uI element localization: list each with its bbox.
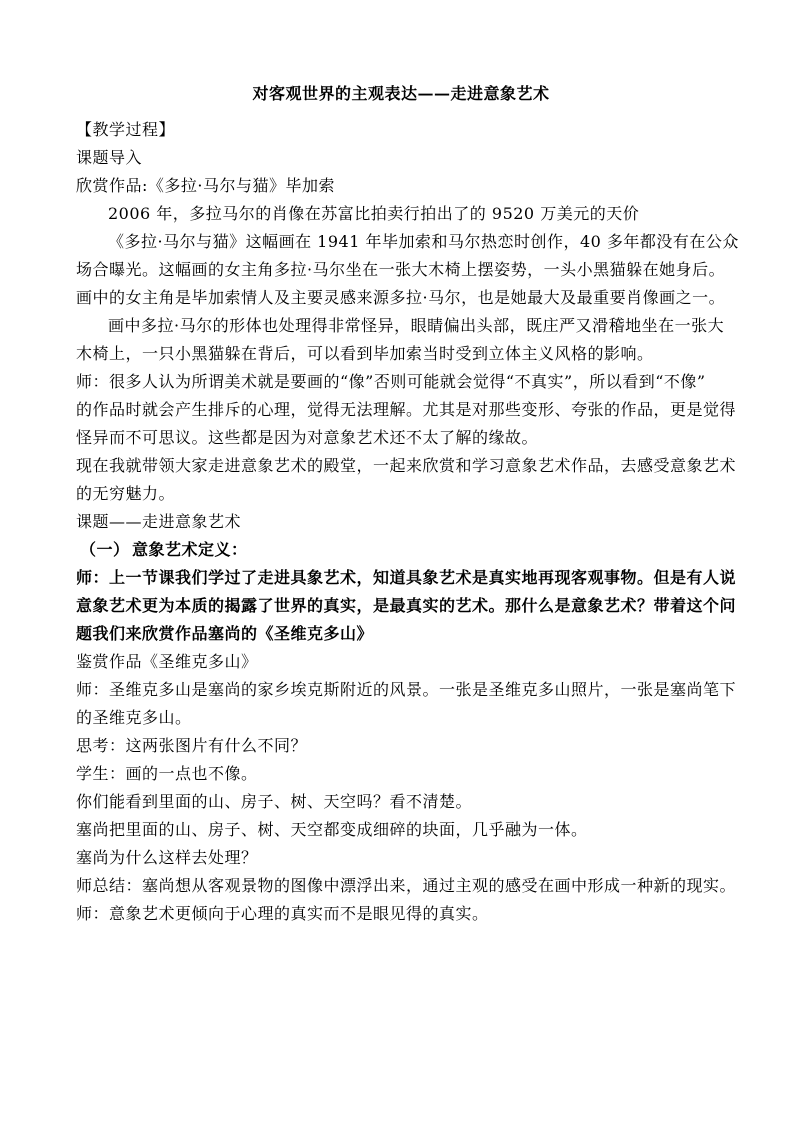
paragraph-line: 塞尚为什么这样去处理？ (76, 848, 258, 867)
paragraph-line: 木椅上，一只小黑猫躲在背后，可以看到毕加索当时受到立体主义风格的影响。 (76, 344, 654, 363)
document-page (76, 82, 739, 928)
paragraph-line: 意象艺术更为本质的揭露了世界的真实，是最真实的艺术。那什么是意象艺术？带着这个问 (76, 596, 737, 615)
paragraph-line: 师：很多人认为所谓美术就是要画的“像”否则可能就会觉得“不真实”，所以看到“不像” (76, 372, 706, 391)
paragraph-line: 2006 年，多拉马尔的肖像在苏富比拍卖行拍出了的 9520 万美元的天价 (108, 204, 640, 223)
paragraph-line: 的作品时就会产生排斥的心理，觉得无法理解。尤其是对那些变形、夸张的作品，更是觉得 (76, 400, 737, 419)
paragraph-line: 画中的女主角是毕加索情人及主要灵感来源多拉·马尔，也是她最大及最重要肖像画之一。 (76, 288, 726, 307)
paragraph-line: 《多拉·马尔与猫》这幅画在 1941 年毕加索和马尔热恋时创作，40 多年都没有在公众 (108, 232, 739, 251)
paragraph-line: 课题——走进意象艺术 (76, 512, 242, 531)
section-heading-text: 意象艺术定义： (132, 540, 248, 559)
paragraph-line: 的圣维克多山。 (76, 708, 192, 727)
paragraph-line: 现在我就带领大家走进意象艺术的殿堂，一起来欣赏和学习意象艺术作品，去感受意象艺术 (76, 456, 737, 475)
paragraph-line: 场合曝光。这幅画的女主角多拉·马尔坐在一张大木椅上摆姿势，一头小黑猫躲在她身后。 (76, 260, 726, 279)
paragraph-line: 课题导入 (76, 148, 143, 167)
paragraph-line: 学生：画的一点也不像。 (76, 764, 258, 783)
paragraph-line: 欣赏作品:《多拉·马尔与猫》毕加索 (76, 176, 335, 195)
paragraph-line: 师：圣维克多山是塞尚的家乡埃克斯附近的风景。一张是圣维克多山照片，一张是塞尚笔下 (76, 680, 737, 699)
paragraph-line: 画中多拉·马尔的形体也处理得非常怪异，眼睛偏出头部，既庄严又滑稽地坐在一张大 (108, 316, 725, 335)
paragraph-line: 思考：这两张图片有什么不同？ (76, 736, 308, 755)
paragraph-line: 师：意象艺术更倾向于心理的真实而不是眼见得的真实。 (76, 904, 489, 923)
paragraph-line: 怪异而不可思议。这些都是因为对意象艺术还不太了解的缘故。 (76, 428, 539, 447)
paragraph-line: 师：上一节课我们学过了走进具象艺术，知道具象艺术是真实地再现客观事物。但是有人说 (76, 568, 737, 587)
document-title: 对客观世界的主观表达——走进意象艺术 (252, 84, 550, 103)
section-number: （一） (80, 540, 130, 559)
paragraph-line: 鉴赏作品《圣维克多山》 (76, 652, 258, 671)
section-label: 【教学过程】 (76, 120, 176, 139)
paragraph-line: 塞尚把里面的山、房子、树、天空都变成细碎的块面，几乎融为一体。 (76, 820, 588, 839)
paragraph-line: 的无穷魅力。 (76, 484, 176, 503)
paragraph-line: 题我们来欣赏作品塞尚的《圣维克多山》 (76, 624, 374, 643)
paragraph-line: 师总结：塞尚想从客观景物的图像中漂浮出来，通过主观的感受在画中形成一种新的现实。 (76, 876, 737, 895)
paragraph-line: 你们能看到里面的山、房子、树、天空吗？看不清楚。 (76, 792, 473, 811)
section-heading (76, 536, 726, 564)
